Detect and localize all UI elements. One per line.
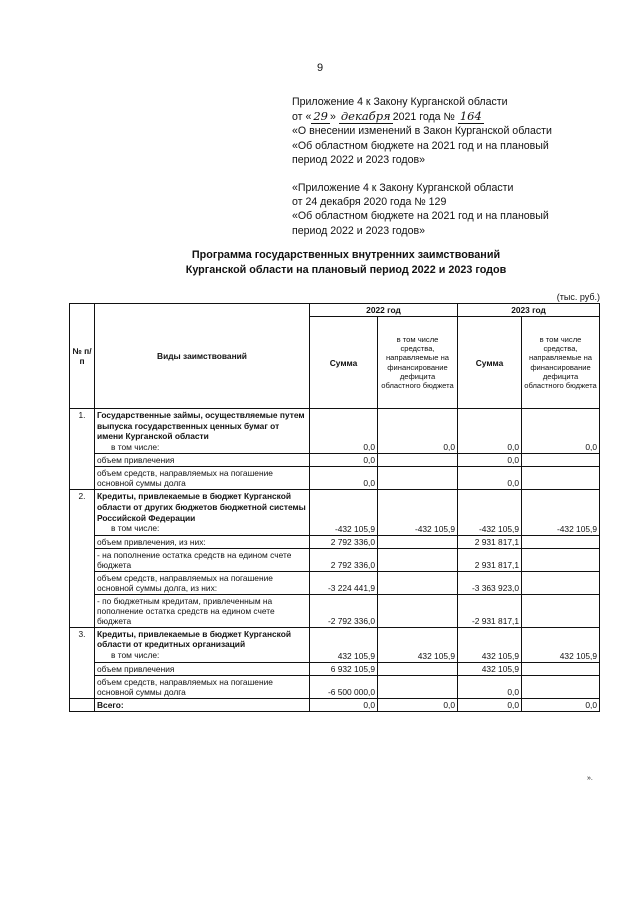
table-row <box>70 594 600 627</box>
empty-cell <box>378 467 458 490</box>
annex-line-4: «Об областном бюджете на 2021 год и на плановый <box>292 139 549 152</box>
units-label: (тыс. руб.) <box>556 292 600 302</box>
value-cell: 2 931 817,1 <box>458 548 522 571</box>
empty-cell <box>70 698 95 711</box>
empty-cell <box>522 467 600 490</box>
empty-cell <box>522 675 600 698</box>
empty-cell <box>522 535 600 548</box>
row-label: объем средств, направляемых на погашение основной суммы долга <box>95 675 310 698</box>
header-year-2023: 2023 год <box>458 304 600 317</box>
value-cell: 0,0 <box>458 409 522 454</box>
empty-cell <box>378 571 458 594</box>
header-year-2022: 2022 год <box>310 304 458 317</box>
empty-cell <box>378 594 458 627</box>
annex2-line-4: период 2022 и 2023 годов» <box>292 224 425 237</box>
value-cell: 0,0 <box>522 409 600 454</box>
table-row <box>70 548 600 571</box>
empty-cell <box>378 675 458 698</box>
header-sum-2022: Сумма <box>310 317 378 409</box>
value-cell: -2 792 336,0 <box>310 594 378 627</box>
value-cell: 432 105,9 <box>458 662 522 675</box>
empty-cell <box>378 662 458 675</box>
value-cell: -432 105,9 <box>458 490 522 535</box>
incl-label: в том числе: <box>111 523 160 534</box>
annex-date-mid: » <box>330 111 336 124</box>
document-title <box>96 248 596 278</box>
annex-line-3: «О внесении изменений в Закон Курганской области <box>292 125 552 138</box>
empty-cell <box>378 535 458 548</box>
value-cell: -432 105,9 <box>310 490 378 535</box>
row-label: - на пополнение остатка средств на едином счете бюджета <box>95 548 310 571</box>
annex2-line-3: «Об областном бюджете на 2021 год и на плановый <box>292 210 549 223</box>
value-cell: -3 224 441,9 <box>310 571 378 594</box>
row-label: объем привлечения <box>95 454 310 467</box>
value-cell: -2 931 817,1 <box>458 594 522 627</box>
value-cell: 0,0 <box>310 467 378 490</box>
value-cell: 0,0 <box>378 698 458 711</box>
value-cell: -3 363 923,0 <box>458 571 522 594</box>
annex2-line-1: «Приложение 4 к Закону Курганской области <box>292 182 514 194</box>
incl-label: в том числе: <box>111 441 160 452</box>
row-label: объем средств, направляемых на погашение основной суммы долга <box>95 467 310 490</box>
value-cell: -6 500 000,0 <box>310 675 378 698</box>
section-2-cell <box>95 490 310 535</box>
handwritten-number: 164 <box>459 109 482 124</box>
table-row <box>70 467 600 490</box>
value-cell: 0,0 <box>458 698 522 711</box>
total-label: Всего: <box>95 698 310 711</box>
value-cell: 2 792 336,0 <box>310 548 378 571</box>
annex2-line-2: от 24 декабря 2020 года № 129 <box>292 196 447 209</box>
total-row <box>70 698 600 711</box>
value-cell: 432 105,9 <box>458 627 522 662</box>
value-cell: 432 105,9 <box>310 627 378 662</box>
value-cell: 0,0 <box>458 454 522 467</box>
annex-original-header <box>292 181 632 238</box>
empty-cell <box>522 571 600 594</box>
value-cell: 0,0 <box>310 454 378 467</box>
row-label: объем привлечения <box>95 662 310 675</box>
annex-line-5: период 2022 и 2023 годов» <box>292 153 425 166</box>
annex-date-year: 2021 года № <box>392 111 455 124</box>
handwritten-month: декабря <box>340 109 391 124</box>
value-cell: 432 105,9 <box>378 627 458 662</box>
page-number: 9 <box>316 62 324 74</box>
row-number: 2. <box>70 490 95 627</box>
empty-cell <box>522 548 600 571</box>
section-title: Кредиты, привлекаемые в бюджет Курганской области от кредитных организаций <box>97 628 292 650</box>
header-sum-2023: Сумма <box>458 317 522 409</box>
row-number: 3. <box>70 627 95 698</box>
row-label: объем средств, направляемых на погашение основной суммы долга, из них: <box>95 571 310 594</box>
section-3-cell <box>95 627 310 662</box>
header-incl-2023: в том числе средства, направляемые на финансирование дефицита областного бюджета <box>522 317 600 409</box>
handwritten-day: 29 <box>313 109 328 124</box>
section-title: Кредиты, привлекаемые в бюджет Курганской области от других бюджетов бюджетной системы Российской Федерации <box>97 491 306 523</box>
value-cell: 0,0 <box>310 698 378 711</box>
empty-cell <box>522 594 600 627</box>
section-1-cell <box>95 409 310 454</box>
header-incl-2022: в том числе средства, направляемые на финансирование дефицита областного бюджета <box>378 317 458 409</box>
table-row <box>70 535 600 548</box>
value-cell: 0,0 <box>522 698 600 711</box>
borrowing-program-table <box>69 303 600 712</box>
table-row <box>70 409 600 454</box>
table-row <box>70 627 600 662</box>
annex-line-1: Приложение 4 к Закону Курганской области <box>292 96 508 108</box>
title-line-2: Курганской области на плановый период 2022 и 2023 годов <box>185 264 507 276</box>
value-cell: 432 105,9 <box>522 627 600 662</box>
empty-cell <box>378 548 458 571</box>
empty-cell <box>378 454 458 467</box>
table-row <box>70 662 600 675</box>
empty-cell <box>522 662 600 675</box>
closing-quote-mark: ». <box>587 775 593 782</box>
row-number: 1. <box>70 409 95 490</box>
value-cell: 0,0 <box>458 675 522 698</box>
table-row <box>70 490 600 535</box>
value-cell: 6 932 105,9 <box>310 662 378 675</box>
section-title: Государственные займы, осуществляемые путем выпуска государственных ценных бумаг от имени Курганской области <box>97 410 305 442</box>
header-types: Виды заимствований <box>95 304 310 409</box>
row-label: объем привлечения, из них: <box>95 535 310 548</box>
table-row <box>70 571 600 594</box>
value-cell: -432 105,9 <box>378 490 458 535</box>
table-row <box>70 675 600 698</box>
value-cell: 2 931 817,1 <box>458 535 522 548</box>
annex-header <box>292 95 632 167</box>
value-cell: 2 792 336,0 <box>310 535 378 548</box>
table-row <box>70 454 600 467</box>
annex-date-line <box>292 109 632 124</box>
header-no: № п/п <box>70 304 95 409</box>
row-label: - по бюджетным кредитам, привлеченным на пополнение остатка средств на едином счете бюджета <box>95 594 310 627</box>
value-cell: -432 105,9 <box>522 490 600 535</box>
value-cell: 0,0 <box>378 409 458 454</box>
value-cell: 0,0 <box>458 467 522 490</box>
incl-label: в том числе: <box>111 649 160 660</box>
empty-cell <box>522 454 600 467</box>
title-line-1: Программа государственных внутренних заимствований <box>191 249 501 261</box>
value-cell: 0,0 <box>310 409 378 454</box>
annex-date-prefix: от « <box>292 111 312 124</box>
